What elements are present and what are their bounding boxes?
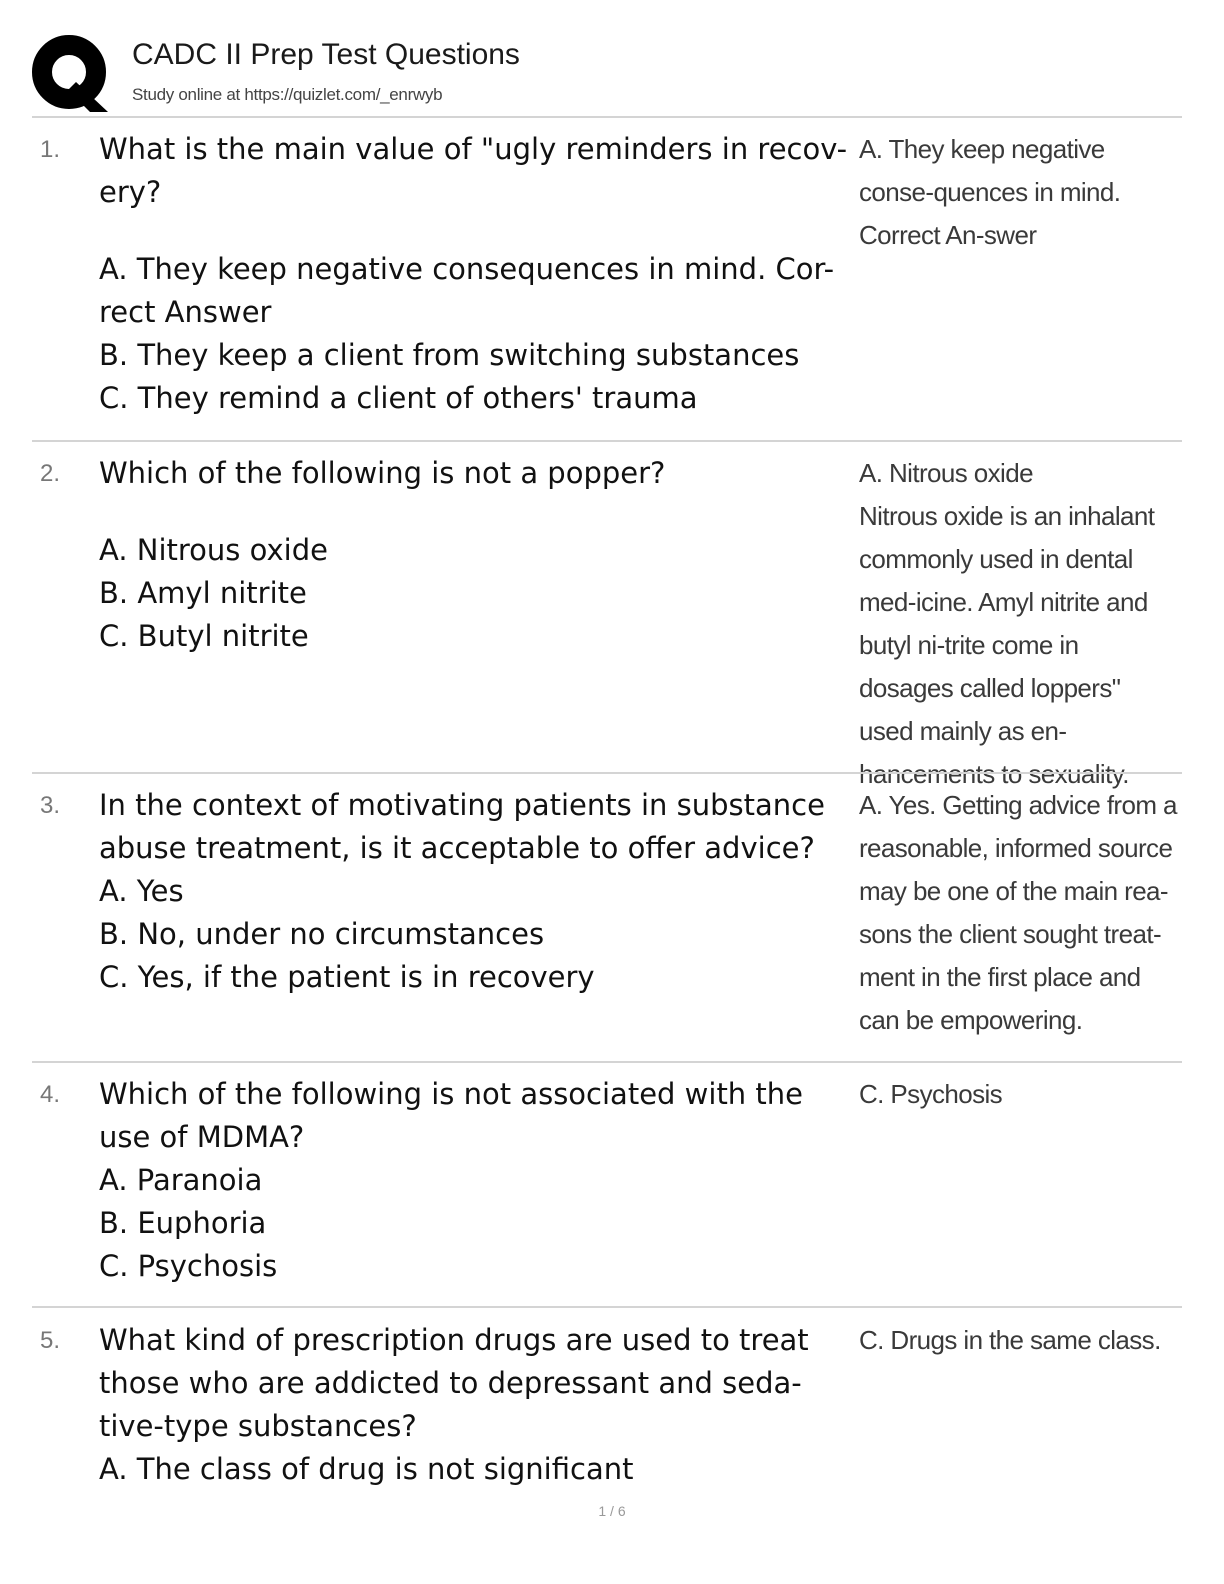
divider: [32, 1306, 1182, 1308]
divider: [32, 772, 1182, 774]
answer-text: C. Drugs in the same class.: [859, 1325, 1161, 1355]
answer-block: [859, 1319, 1179, 1362]
question-block: [99, 784, 859, 999]
option: B. Euphoria: [99, 1206, 267, 1240]
answer-text: A. They keep negative conse-quences in mind. Correct An-swer: [859, 134, 1121, 250]
option: A. Paranoia: [99, 1163, 263, 1197]
question-text: What is the main value of "ugly reminders in recov-ery?: [99, 132, 848, 209]
question-text: In the context of motivating patients in substance abuse treatment, is it acceptable to offer advice?: [99, 788, 825, 865]
option: A. Nitrous oxide: [99, 533, 328, 567]
option: C. Butyl nitrite: [99, 619, 309, 653]
question-block: [99, 128, 859, 420]
answer-text: C. Psychosis: [859, 1079, 1003, 1109]
question-number: 3.: [40, 792, 61, 819]
page-number: 1 / 6: [598, 1503, 626, 1519]
question-card: [32, 452, 1182, 789]
option: C. Yes, if the patient is in recovery: [99, 960, 595, 994]
option: B. No, under no circumstances: [99, 917, 545, 951]
divider: [32, 1061, 1182, 1063]
question-card: [32, 1073, 1182, 1298]
divider: [32, 116, 1182, 118]
study-online-link[interactable]: Study online at https://quizlet.com/_enrwyb: [132, 85, 443, 104]
option: B. They keep a client from switching substances: [99, 338, 800, 372]
question-card: [32, 1319, 1182, 1499]
answer-text: A. Yes. Getting advice from a reasonable, informed source may be one of the main rea-sons the client sought treat-ment in the first place and can be empowering.: [859, 790, 1177, 1035]
answer-block: [859, 452, 1179, 796]
option: C. Psychosis: [99, 1249, 278, 1283]
question-number: 4.: [40, 1081, 61, 1108]
question-block: [99, 1319, 859, 1491]
answer-explanation: Nitrous oxide is an inhalant commonly used in dental med-icine. Amyl nitrite and butyl ni-trite come in dosages called loppers" used mainly as en-hancements to sexuality.: [859, 501, 1155, 789]
page-header: [32, 30, 1182, 116]
question-number: 2.: [40, 460, 61, 487]
divider: [32, 440, 1182, 442]
option: A. The class of drug is not significant: [99, 1452, 634, 1486]
page-title: CADC II Prep Test Questions: [132, 38, 520, 71]
question-block: [99, 1073, 859, 1288]
option: A. They keep negative consequences in mind. Cor-rect Answer: [99, 252, 835, 329]
question-number: 1.: [40, 136, 61, 163]
question-text: Which of the following is not associated with the use of MDMA?: [99, 1077, 804, 1154]
question-text: What kind of prescription drugs are used to treat those who are addicted to depressant and seda-tive-type substances?: [99, 1323, 809, 1443]
question-text: Which of the following is not a popper?: [99, 456, 666, 490]
option: B. Amyl nitrite: [99, 576, 307, 610]
question-card: [32, 128, 1182, 433]
answer-block: [859, 1073, 1179, 1116]
question-block: [99, 452, 859, 658]
question-card: [32, 784, 1182, 1054]
answer-text: A. Nitrous oxide: [859, 458, 1033, 488]
answer-block: [859, 128, 1179, 257]
question-number: 5.: [40, 1327, 61, 1354]
answer-block: [859, 784, 1179, 1042]
option: C. They remind a client of others' trauma: [99, 381, 698, 415]
quizlet-logo-icon: [32, 34, 112, 114]
option: A. Yes: [99, 874, 184, 908]
